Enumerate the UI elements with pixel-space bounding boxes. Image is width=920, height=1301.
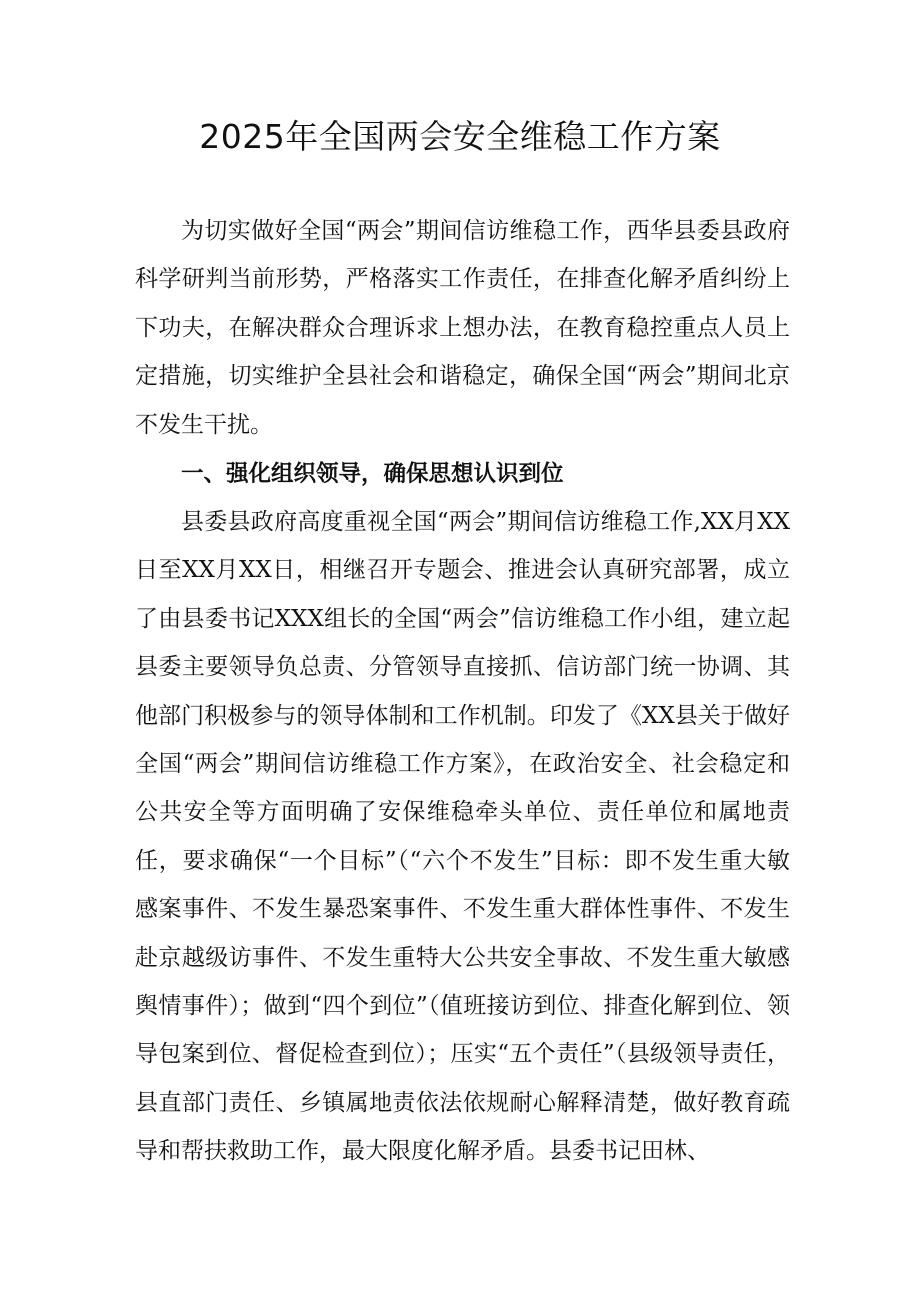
section-heading-1: 一、强化组织领导，确保思想认识到位 [181,461,564,487]
intro-paragraph: 为切实做好全国“两会”期间信访维稳工作，西华县委县政府科学研判当前形势，严格落实工作责任，在排查化解矛盾纠纷上下功夫，在解决群众合理诉求上想办法，在教育稳控重点人员上定措施，切实维护全县社会和谐稳定，确保全国“两会”期间北京不发生干扰。 [135,218,790,438]
document-title: 2025年全国两会安全维稳工作方案 [199,117,721,156]
section-paragraph-1: 县委县政府高度重视全国“两会”期间信访维稳工作,XX月XX日至XX月XX日，相继召开专题会、推进会认真研究部署，成立了由县委书记XXX组长的全国“两会”信访维稳工作小组，建立起县委主要领导负总责、分管领导直接抓、信访部门统一协调、其他部门积极参与的领导体制和工作机制。印发了《XX县关于做好全国“两会”期间信访维稳工作方案》，在政治安全、社会稳定和公共安全等方面明确了安保维稳牵头单位、责任单位和属地责任，要求确保“一个目标”（“六个不发生”目标：即不发生重大敏感案事件、不发生暴恐案事件、不发生重大群体性事件、不发生赴京越级访事件、不发生重特大公共安全事故、不发生重大敏感舆情事件）；做到“四个到位”（值班接访到位、排查化解到位、领导包案到位、督促检查到位）；压实“五个责任”（县级领导责任，县直部门责任、乡镇属地责依法依规耐心解释清楚，做好教育疏导和帮扶救助工作，最大限度化解矛盾。县委书记田林、 [135,509,790,1165]
